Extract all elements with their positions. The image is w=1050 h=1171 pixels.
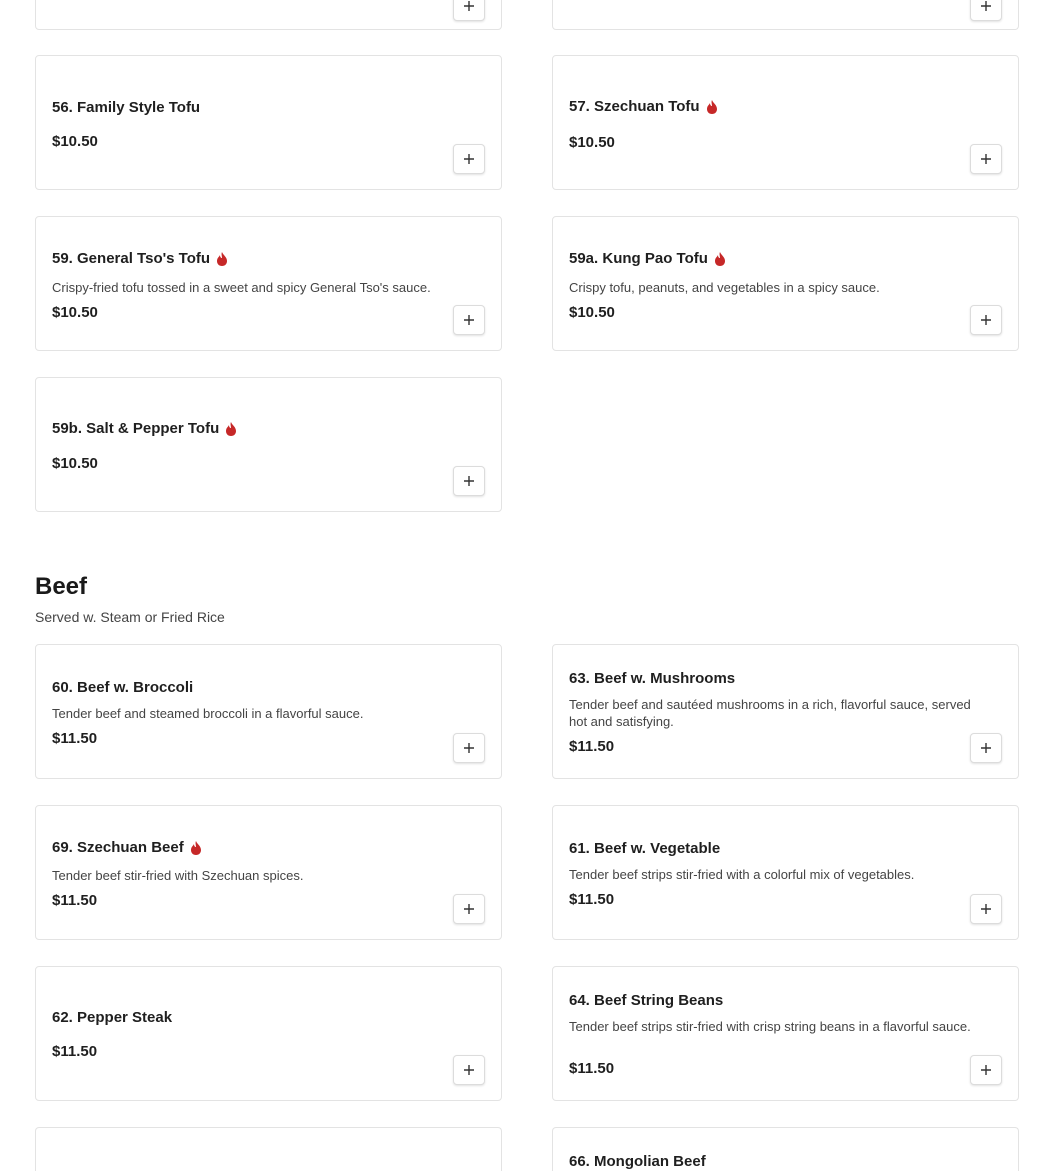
plus-icon xyxy=(464,1065,474,1075)
plus-icon xyxy=(981,1,991,11)
menu-item-card[interactable] xyxy=(552,55,1019,190)
item-description: Tender beef and steamed broccoli in a flavorful sauce. xyxy=(52,706,364,721)
menu-item-card[interactable] xyxy=(35,644,502,779)
add-to-cart-button[interactable] xyxy=(453,733,485,763)
menu-item-card[interactable] xyxy=(552,0,1019,30)
item-price: $11.50 xyxy=(569,891,615,908)
item-description: Crispy tofu, peanuts, and vegetables in a spicy sauce. xyxy=(569,280,880,295)
item-description: Tender beef and sautéed mushrooms in a rich, flavorful sauce, served hot and satisfying. xyxy=(569,697,971,729)
add-to-cart-button[interactable] xyxy=(453,894,485,924)
add-to-cart-button[interactable] xyxy=(970,0,1002,21)
add-to-cart-button[interactable] xyxy=(453,305,485,335)
item-price: $10.50 xyxy=(52,304,98,321)
item-price: $10.50 xyxy=(52,133,98,150)
plus-icon xyxy=(464,154,474,164)
item-price: $11.50 xyxy=(569,1060,615,1077)
flame-icon xyxy=(216,252,228,266)
flame-icon xyxy=(190,841,202,855)
item-price: $11.50 xyxy=(52,892,98,909)
add-to-cart-button[interactable] xyxy=(453,466,485,496)
add-to-cart-button[interactable] xyxy=(970,894,1002,924)
menu-item-card[interactable] xyxy=(35,377,502,512)
item-price: $11.50 xyxy=(569,738,615,755)
item-title: 64. Beef String Beans xyxy=(569,992,724,1009)
item-title: 59. General Tso's Tofu xyxy=(52,250,228,267)
menu-item-card[interactable] xyxy=(35,1127,502,1171)
flame-icon xyxy=(225,422,237,436)
item-description: Tender beef strips stir-fried with a colorful mix of vegetables. xyxy=(569,867,915,882)
menu-item-card[interactable] xyxy=(35,966,502,1101)
item-title: 66. Mongolian Beef xyxy=(569,1153,706,1170)
plus-icon xyxy=(981,154,991,164)
plus-icon xyxy=(981,315,991,325)
item-price: $10.50 xyxy=(569,134,615,151)
menu-item-card[interactable] xyxy=(552,216,1019,351)
item-price: $10.50 xyxy=(52,455,98,472)
item-price: $11.50 xyxy=(52,730,98,747)
add-to-cart-button[interactable] xyxy=(453,1055,485,1085)
menu-item-card[interactable] xyxy=(35,805,502,940)
menu-item-card[interactable] xyxy=(35,216,502,351)
item-title: 61. Beef w. Vegetable xyxy=(569,840,721,857)
item-title: 62. Pepper Steak xyxy=(52,1009,173,1026)
menu-item-card[interactable] xyxy=(552,966,1019,1101)
item-title: 63. Beef w. Mushrooms xyxy=(569,670,736,687)
plus-icon xyxy=(981,904,991,914)
add-to-cart-button[interactable] xyxy=(453,144,485,174)
item-title: 60. Beef w. Broccoli xyxy=(52,679,194,696)
menu-item-card[interactable] xyxy=(552,805,1019,940)
item-description: Tender beef strips stir-fried with crisp string beans in a flavorful sauce. xyxy=(569,1019,971,1034)
plus-icon xyxy=(981,1065,991,1075)
item-price: $10.50 xyxy=(569,304,615,321)
menu-item-card[interactable] xyxy=(552,1127,1019,1171)
item-title: 59b. Salt & Pepper Tofu xyxy=(52,420,237,437)
add-to-cart-button[interactable] xyxy=(970,305,1002,335)
menu-item-card[interactable] xyxy=(35,55,502,190)
plus-icon xyxy=(464,1,474,11)
item-title: 57. Szechuan Tofu xyxy=(569,98,718,115)
add-to-cart-button[interactable] xyxy=(970,1055,1002,1085)
item-description: Crispy-fried tofu tossed in a sweet and spicy General Tso's sauce. xyxy=(52,280,431,295)
menu-item-card[interactable] xyxy=(552,644,1019,779)
flame-icon xyxy=(706,100,718,114)
item-title: 69. Szechuan Beef xyxy=(52,839,202,856)
add-to-cart-button[interactable] xyxy=(970,733,1002,763)
item-price: $11.50 xyxy=(52,1043,98,1060)
menu-item-card[interactable] xyxy=(35,0,502,30)
plus-icon xyxy=(464,743,474,753)
add-to-cart-button[interactable] xyxy=(453,0,485,21)
section-subtitle: Served w. Steam or Fried Rice xyxy=(35,609,225,625)
item-title: 56. Family Style Tofu xyxy=(52,99,201,116)
item-title: 59a. Kung Pao Tofu xyxy=(569,250,726,267)
plus-icon xyxy=(981,743,991,753)
section-title: Beef xyxy=(35,573,88,600)
item-description: Tender beef stir-fried with Szechuan spices. xyxy=(52,868,304,883)
plus-icon xyxy=(464,315,474,325)
plus-icon xyxy=(464,904,474,914)
add-to-cart-button[interactable] xyxy=(970,144,1002,174)
flame-icon xyxy=(714,252,726,266)
plus-icon xyxy=(464,476,474,486)
